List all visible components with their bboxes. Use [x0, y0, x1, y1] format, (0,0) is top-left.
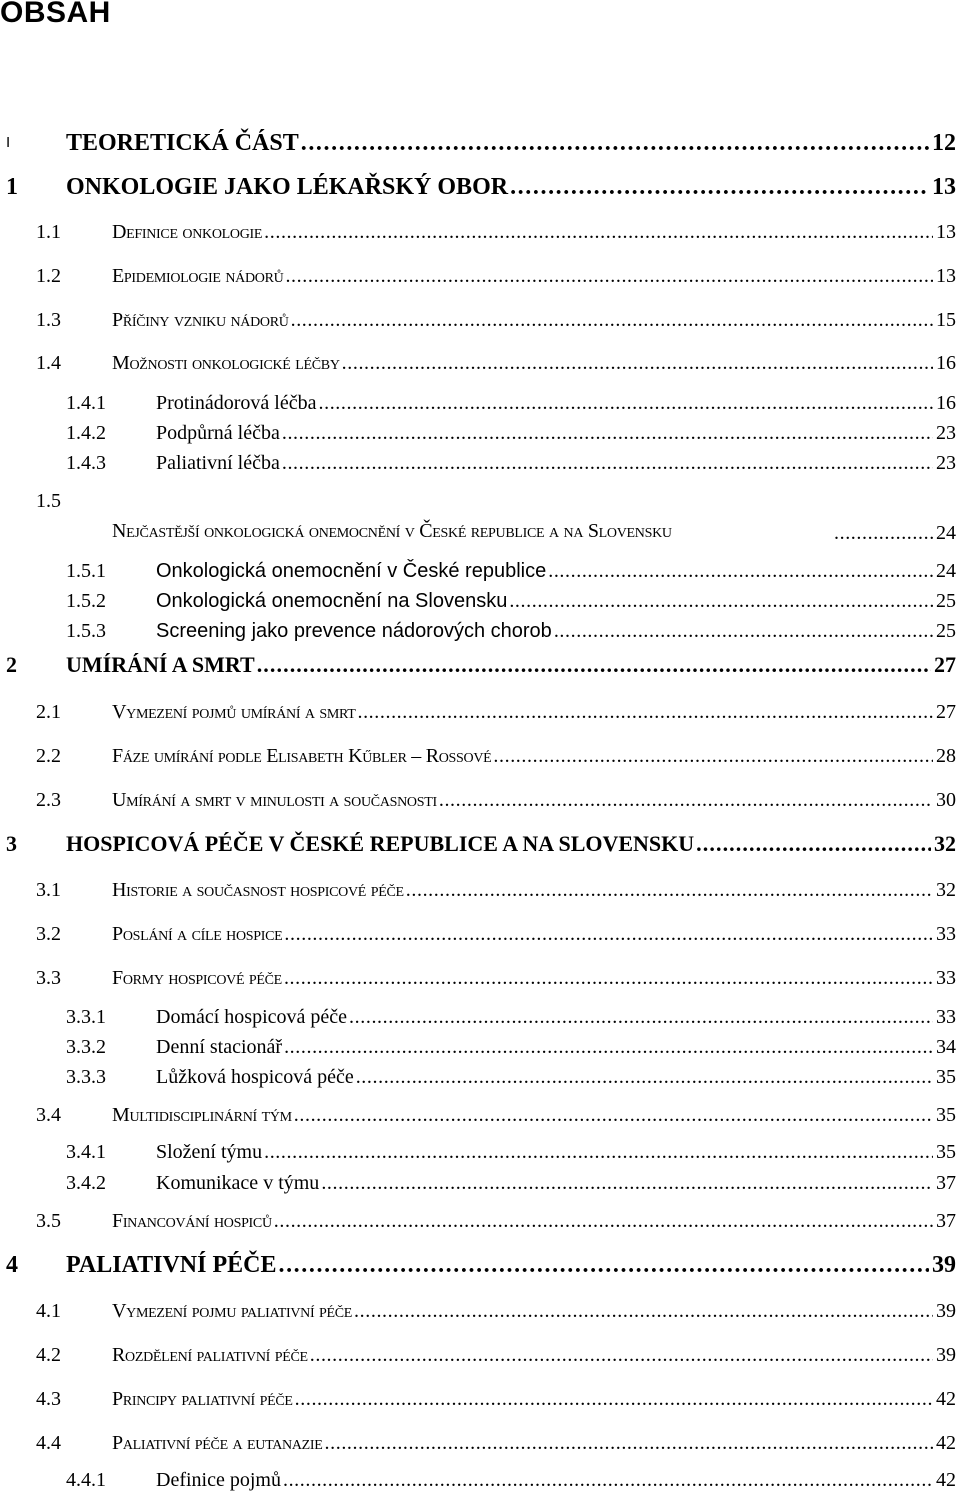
- toc-entry-title: PALIATIVNÍ PÉČE: [66, 1252, 277, 1278]
- toc-entry-page: 37: [936, 1172, 956, 1194]
- toc-entry-number: 1.5: [36, 490, 61, 512]
- toc-entry-title: Domácí hospicová péče: [156, 1006, 348, 1028]
- toc-entry-page: 35: [936, 1141, 956, 1163]
- toc-entry-number: 4.2: [36, 1344, 61, 1366]
- toc-entry-number: 3.2: [36, 923, 61, 945]
- toc-entry-page: 32: [936, 879, 956, 901]
- toc-entry-3-3-1[interactable]: [0, 1002, 960, 1032]
- dot-leader: [342, 348, 933, 378]
- toc-entry-number: 4: [6, 1252, 18, 1278]
- toc-entry-page: 39: [932, 1252, 956, 1278]
- dot-leader: [284, 1032, 933, 1062]
- dot-leader: [321, 1168, 933, 1198]
- toc-entry-title: UMÍRÁNÍ A SMRT: [66, 652, 255, 677]
- toc-entry-number: 3.5: [36, 1210, 61, 1232]
- toc-entry-4-2[interactable]: [0, 1340, 960, 1370]
- toc-entry-number: 1: [6, 174, 18, 200]
- toc-entry-title: Paliativní péče a eutanazie: [112, 1432, 323, 1454]
- toc-entry-title: ONKOLOGIE JAKO LÉKAŘSKÝ OBOR: [66, 174, 509, 200]
- toc-entry-number: 1.4.2: [66, 422, 106, 444]
- toc-entry-number: 1.5.2: [66, 590, 106, 612]
- dot-leader: [294, 1100, 933, 1130]
- dot-leader: [295, 1384, 933, 1414]
- toc-entry-4-4-1[interactable]: [0, 1465, 960, 1495]
- toc-entry-title: Screening jako prevence nádorových chorob: [156, 620, 552, 642]
- toc-entry-title: Rozdělení paliativní péče: [112, 1344, 308, 1366]
- toc-entry-page: 16: [936, 392, 956, 414]
- toc-entry-title: Principy paliativní péče: [112, 1388, 293, 1410]
- toc-entry-title: Onkologická onemocnění v České republice: [156, 560, 547, 582]
- dot-leader: [274, 1206, 933, 1236]
- toc-entry-1-4-3[interactable]: [0, 448, 960, 478]
- toc-entry-number: 4.1: [36, 1300, 61, 1322]
- toc-entry-title: Umírání a smrt v minulosti a současnosti: [112, 789, 437, 811]
- dot-leader: [349, 1002, 933, 1032]
- toc-entry-2-1[interactable]: [0, 697, 960, 727]
- toc-entry-number: 2.2: [36, 745, 61, 767]
- toc-entry-page: 28: [936, 745, 956, 767]
- toc-entry-page: 42: [936, 1388, 956, 1410]
- toc-entry-number: 1.2: [36, 265, 61, 287]
- toc-entry-title: Historie a současnost hospicové péče: [112, 879, 404, 901]
- toc-entry-page: 37: [936, 1210, 956, 1232]
- toc-entry-1-4[interactable]: [0, 348, 960, 378]
- toc-entry-number: 3.4.2: [66, 1172, 106, 1194]
- dot-leader: [493, 741, 933, 771]
- toc-entry-part-1[interactable]: [0, 128, 960, 158]
- toc-entry-number: 3.3: [36, 967, 61, 989]
- toc-entry-page: 27: [934, 652, 956, 677]
- dot-leader: [357, 697, 933, 727]
- toc-entry-page: 34: [936, 1036, 956, 1058]
- toc-entry-page: 35: [936, 1104, 956, 1126]
- toc-entry-number: 3.3.1: [66, 1006, 106, 1028]
- toc-entry-3-4-1[interactable]: [0, 1137, 960, 1167]
- toc-entry-chapter-2[interactable]: [0, 650, 960, 680]
- toc-entry-page: 39: [936, 1344, 956, 1366]
- dot-leader: [264, 1137, 933, 1167]
- toc-entry-page: 24: [936, 560, 956, 582]
- dot-leader: [257, 650, 931, 680]
- toc-entry-page: 39: [936, 1300, 956, 1322]
- toc-entry-page: 33: [936, 923, 956, 945]
- dot-leader: [283, 1465, 933, 1495]
- toc-entry-chapter-1[interactable]: [0, 172, 960, 202]
- toc-entry-title: Nejčastější onkologická onemocnění v České republice a na Slovensku: [112, 520, 672, 542]
- toc-entry-page: 35: [936, 1066, 956, 1088]
- dot-leader: [548, 556, 933, 586]
- toc-entry-3-1[interactable]: [0, 875, 960, 905]
- dot-leader: [278, 1250, 929, 1280]
- toc-entry-page: 13: [936, 265, 956, 287]
- dot-leader: [554, 616, 933, 646]
- toc-entry-title: Financování hospiců: [112, 1210, 272, 1232]
- dot-leader: [319, 388, 934, 418]
- dot-leader: [284, 919, 933, 949]
- dot-leader: [310, 1340, 933, 1370]
- toc-entry-2-2[interactable]: [0, 741, 960, 771]
- toc-entry-1-5[interactable]: [0, 486, 960, 548]
- toc-entry-title: Protinádorová léčba: [156, 392, 317, 414]
- dot-leader: [301, 128, 929, 158]
- toc-entry-page: 13: [936, 221, 956, 243]
- dot-leader: [510, 172, 929, 202]
- toc-entry-page: 32: [934, 831, 956, 856]
- toc-entry-number: 2: [6, 652, 17, 677]
- page-title: OBSAH: [0, 0, 111, 29]
- dot-leader: [284, 963, 933, 993]
- dot-leader: [325, 1428, 933, 1458]
- toc-entry-title: TEORETICKÁ ČÁST: [66, 130, 299, 156]
- toc-entry-title: Možnosti onkologické léčby: [112, 352, 340, 374]
- toc-entry-2-3[interactable]: [0, 785, 960, 815]
- toc-entry-number: 3.4: [36, 1104, 61, 1126]
- toc-entry-title: Příčiny vzniku nádorů: [112, 309, 289, 331]
- dot-leader: [282, 418, 933, 448]
- toc-entry-number: 2.1: [36, 701, 61, 723]
- toc-entry-1-5-3[interactable]: [0, 616, 960, 646]
- toc-entry-3-5[interactable]: [0, 1206, 960, 1236]
- toc-entry-page: 42: [936, 1432, 956, 1454]
- toc-entry-page: 13: [932, 174, 956, 200]
- toc-entry-number: 2.3: [36, 789, 61, 811]
- toc-entry-title: Definice onkologie: [112, 221, 263, 243]
- toc-entry-number: 4.4: [36, 1432, 61, 1454]
- toc-entry-1-4-2[interactable]: [0, 418, 960, 448]
- toc-entry-page: 24: [936, 522, 956, 544]
- toc-entry-page: 42: [936, 1469, 956, 1491]
- toc-entry-page: 25: [936, 620, 956, 642]
- toc-entry-4-4[interactable]: [0, 1428, 960, 1458]
- toc-entry-number: 3.1: [36, 879, 61, 901]
- toc-entry-number: 1.3: [36, 309, 61, 331]
- toc-entry-title: HOSPICOVÁ PÉČE V ČESKÉ REPUBLICE A NA SLOVENSKU: [66, 831, 695, 856]
- toc-entry-page: 33: [936, 967, 956, 989]
- toc-entry-1-5-1[interactable]: [0, 556, 960, 586]
- toc-entry-chapter-4[interactable]: [0, 1250, 960, 1280]
- toc-entry-page: 12: [932, 130, 956, 156]
- dot-leader: [834, 518, 933, 548]
- toc-entry-title: Multidisciplinární tým: [112, 1104, 292, 1126]
- toc-entry-page: 15: [936, 309, 956, 331]
- toc-entry-page: 16: [936, 352, 956, 374]
- dot-leader: [282, 448, 933, 478]
- toc-entry-title: Definice pojmů: [156, 1469, 281, 1491]
- toc-entry-title: Složení týmu: [156, 1141, 263, 1163]
- toc-entry-page: 25: [936, 590, 956, 612]
- toc-entry-number: 1.1: [36, 221, 61, 243]
- toc-entry-page: 23: [936, 452, 956, 474]
- toc-entry-number: 1.5.3: [66, 620, 106, 642]
- toc-entry-number: I: [6, 134, 11, 151]
- toc-entry-title: Paliativní léčba: [156, 452, 280, 474]
- toc-entry-page: 27: [936, 701, 956, 723]
- toc-entry-3-3-3[interactable]: [0, 1062, 960, 1092]
- toc-entry-title: Vymezení pojmu paliativní péče: [112, 1300, 353, 1322]
- toc-entry-3-3-2[interactable]: [0, 1032, 960, 1062]
- toc-entry-number: 4.3: [36, 1388, 61, 1410]
- toc-entry-title: Denní stacionář: [156, 1036, 283, 1058]
- toc-entry-title: Fáze umírání podle Elisabeth Kűbler – Rossové: [112, 745, 492, 767]
- dot-leader: [356, 1062, 933, 1092]
- toc-entry-number: 1.4.1: [66, 392, 106, 414]
- toc-entry-3-2[interactable]: [0, 919, 960, 949]
- toc-entry-chapter-3[interactable]: [0, 829, 960, 859]
- toc-entry-page: 30: [936, 789, 956, 811]
- dot-leader: [285, 261, 933, 291]
- toc-entry-title: Vymezení pojmů umírání a smrt: [112, 701, 356, 723]
- toc-entry-1-5-2[interactable]: [0, 586, 960, 616]
- toc-entry-number: 4.4.1: [66, 1469, 106, 1491]
- toc-entry-number: 3.3.3: [66, 1066, 106, 1088]
- toc-entry-number: 3.3.2: [66, 1036, 106, 1058]
- toc-entry-4-3[interactable]: [0, 1384, 960, 1414]
- dot-leader: [439, 785, 933, 815]
- dot-leader: [291, 305, 933, 335]
- toc-entry-title: Komunikace v týmu: [156, 1172, 320, 1194]
- toc-entry-title: Epidemiologie nádorů: [112, 265, 284, 287]
- toc-entry-title: Formy hospicové péče: [112, 967, 282, 989]
- dot-leader: [696, 829, 931, 859]
- toc-entry-1-2[interactable]: [0, 261, 960, 291]
- toc-entry-page: 23: [936, 422, 956, 444]
- toc-entry-title: Podpůrná léčba: [156, 422, 280, 444]
- toc-entry-title: Lůžková hospicová péče: [156, 1066, 354, 1088]
- toc-entry-number: 3: [6, 831, 17, 856]
- dot-leader: [264, 217, 933, 247]
- dot-leader: [509, 586, 933, 616]
- toc-entry-number: 1.5.1: [66, 560, 106, 582]
- dot-leader: [354, 1296, 933, 1326]
- toc-entry-page: 33: [936, 1006, 956, 1028]
- toc-entry-3-4[interactable]: [0, 1100, 960, 1130]
- toc-entry-4-1[interactable]: [0, 1296, 960, 1326]
- toc-entry-1-4-1[interactable]: [0, 388, 960, 418]
- toc-entry-3-4-2[interactable]: [0, 1168, 960, 1198]
- toc-entry-3-3[interactable]: [0, 963, 960, 993]
- toc-entry-title: Onkologická onemocnění na Slovensku: [156, 590, 508, 612]
- toc-entry-number: 1.4.3: [66, 452, 106, 474]
- dot-leader: [406, 875, 933, 905]
- toc-entry-number: 1.4: [36, 352, 61, 374]
- toc-entry-1-3[interactable]: [0, 305, 960, 335]
- toc-entry-1-1[interactable]: [0, 217, 960, 247]
- toc-entry-number: 3.4.1: [66, 1141, 106, 1163]
- toc-entry-title: Poslání a cíle hospice: [112, 923, 283, 945]
